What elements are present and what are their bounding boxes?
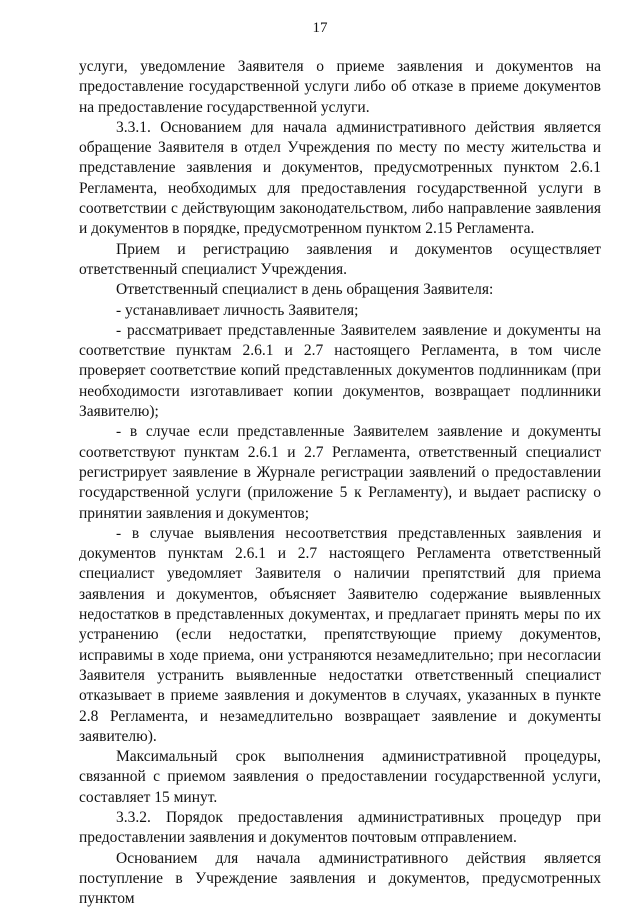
page-body xyxy=(79,57,601,909)
list-item-identity-check: - устанавливает личность Заявителя; xyxy=(116,301,359,319)
paragraph-postal-basis: Основанием для начала административного действия является поступление в Учреждение заявления и документов, предусмотренных пунктом xyxy=(79,849,601,908)
paragraph-continuation: услуги, уведомление Заявителя о приеме заявления и документов на предоставление государственной услуги либо об отказе в приеме документов на предоставление государственной услуги. xyxy=(79,58,601,116)
paragraph-specialist-duties-intro: Ответственный специалист в день обращения Заявителя: xyxy=(116,281,494,299)
page-number: 17 xyxy=(312,20,328,36)
list-item-document-review: - рассматривает представленные Заявителем заявление и документы на соответствие пунктам 2.6.1 и 2.7 настоящего Регламента, в том числе проверяет соответствие копий представленных документов подлинникам (при необходимости изготавливает копии документов, возвращает подлинники Заявителю); xyxy=(79,321,601,421)
paragraph-3-3-2: 3.3.2. Порядок предоставления административных процедур при предоставлении заявления и документов почтовым отправлением. xyxy=(79,808,601,847)
list-item-registration: - в случае если представленные Заявителем заявление и документы соответствуют пунктам 2.6.1 и 2.7 Регламента, ответственный специалист регистрирует заявление в Журнале регистрации заявлений о предоставлении государственной услуги (приложение 5 к Регламенту), и выдает расписку о принятии заявления и документов; xyxy=(79,423,601,522)
paragraph-intake-responsibility: Прием и регистрацию заявления и документов осуществляет ответственный специалист Учреждения. xyxy=(79,240,601,278)
paragraph-max-duration: Максимальный срок выполнения административной процедуры, связанной с приемом заявления о предоставлении государственной услуги, составляет 15 минут. xyxy=(79,748,601,806)
paragraph-3-3-1: 3.3.1. Основанием для начала административного действия является обращение Заявителя в отдел Учреждения по месту по месту жительства и представление заявления и документов, предусмотренных пунктом 2.6.1 Регламента, необходимых для предоставления государственной услуги в соответствии с действующим законодательством, либо направление заявления и документов в порядке, предусмотренном пунктом 2.15 Регламента. xyxy=(79,118,601,238)
list-item-nonconformity: - в случае выявления несоответствия представленных заявления и документов пунктам 2.6.1 и 2.7 настоящего Регламента ответственный специалист уведомляет Заявителя о наличии препятствий для приема заявления и документов, объясняет Заявителю содержание выявленных недостатков в представленных документах, и предлагает принять меры по их устранению (если недостатки, препятствующие приему документов, исправимы в ходе приема, они устраняются незамедлительно; при несогласии Заявителя устранить выявленные недостатки ответственный специалист отказывает в приеме заявления и документов в случаях, указанных в пункте 2.8 Регламента, и незамедлительно возвращает заявление и документы заявителю). xyxy=(79,524,601,745)
